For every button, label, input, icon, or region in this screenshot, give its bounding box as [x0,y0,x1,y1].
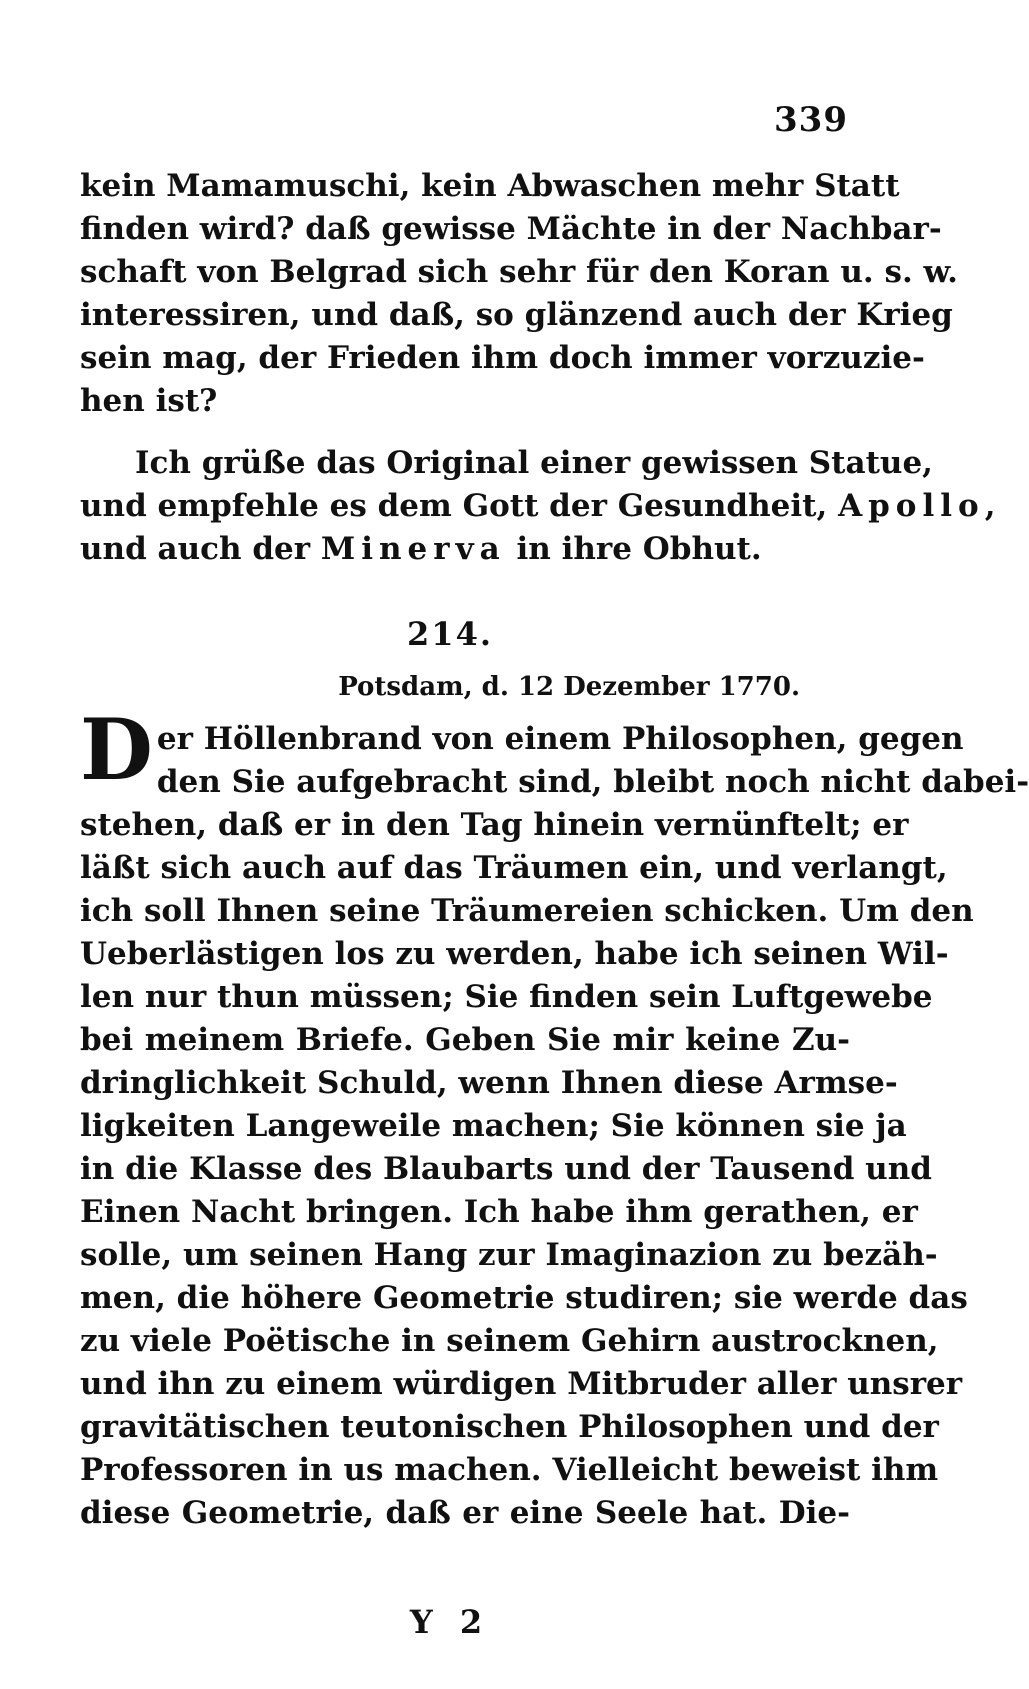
paragraph-previous-letter-end [80,165,958,423]
text-segment: und auch der [80,531,311,567]
text-segment: in ihre Obhut. [516,531,762,567]
letter-number: 214. [407,615,493,653]
text-line: diese Geometrie, daß er eine Seele hat. Die- [80,1495,850,1531]
text-line: schaft von Belgrad sich sehr für den Koran u. s. w. [80,254,958,290]
text-segment: und empfehle es dem Gott der Gesundheit, [80,488,828,524]
text-line: dringlichkeit Schuld, wenn Ihnen diese Armse- [80,1065,898,1101]
text-line: bei meinem Briefe. Geben Sie mir keine Zu- [80,1022,850,1058]
text-line: finden wird? daß gewisse Mächte in der Nachbar- [80,211,942,247]
text-line: zu viele Poëtische in seinem Gehirn austrocknen, [80,1323,939,1359]
text-line: Einen Nacht bringen. Ich habe ihm gerathen, er [80,1194,918,1230]
text-line: hen ist? [80,383,218,419]
page-number: 339 [774,100,848,140]
spaced-name-apollo: Apollo, [838,488,1002,524]
text-line: ligkeiten Langeweile machen; Sie können sie ja [80,1108,907,1144]
text-line: und ihn zu einem würdigen Mitbruder aller unsrer [80,1366,963,1402]
text-line: Ich grüße das Original einer gewissen Statue, [135,445,933,481]
text-line: er Höllenbrand von einem Philosophen, gegen [156,721,964,757]
letter-dateline: Potsdam, d. 12 Dezember 1770. [338,672,800,702]
letter-body [80,700,1029,1535]
text-line: gravitätischen teutonischen Philosophen und der [80,1409,939,1445]
text-line: Ueberlästigen los zu werden, habe ich seinen Wil- [80,936,949,972]
text-line: stehen, daß er in den Tag hinein vernünftelt; er [80,807,909,843]
text-line: men, die höhere Geometrie studiren; sie werde das [80,1280,968,1316]
text-line: den Sie aufgebracht sind, bleibt noch nicht dabei- [156,764,1029,800]
text-line: Professoren in us machen. Vielleicht beweist ihm [80,1452,939,1488]
text-line: len nur thun müssen; Sie finden sein Luftgewebe [80,979,933,1015]
paragraph-greeting [80,442,1002,571]
text-line: ich soll Ihnen seine Träumereien schicken. Um den [80,893,974,929]
text-line: läßt sich auch auf das Träumen ein, und verlangt, [80,850,948,886]
spaced-name-minerva: Minerva [320,531,506,567]
text-line: in die Klasse des Blaubarts und der Tausend und [80,1151,932,1187]
text-line: sein mag, der Frieden ihm doch immer vorzuzie- [80,340,925,376]
text-line [80,528,850,571]
text-line [80,485,1002,528]
signature-mark: Y 2 [409,1603,491,1641]
drop-cap: D [80,700,153,799]
text-line: kein Mamamuschi, kein Abwaschen mehr Statt [80,168,900,204]
text-line: solle, um seinen Hang zur Imaginazion zu bezäh- [80,1237,938,1273]
text-line: interessiren, und daß, so glänzend auch der Krieg [80,297,953,333]
